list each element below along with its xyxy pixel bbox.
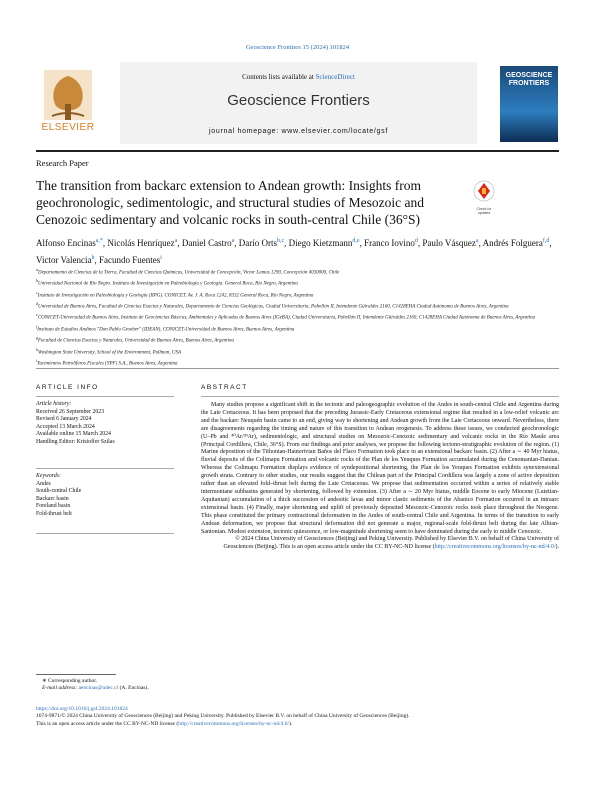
abstract-copyright: © 2024 China University of Geosciences (Beijing) and Peking University. Published by Elsevier B.V. on behalf of China University of Geosciences (Beijing). This is an open access article under the CC BY-NC-ND license (http://creativecommons.org/licenses/by-nc-nd/4.0/). [223,536,559,551]
paper-title: The transition from backarc extension to Andean growth: Insights from geochronologic, sedimentologic, and structural studies of Mesozoic and Cenozoic sedimentary and volcanic rocks in south-central Chile (36°S) [36,178,425,227]
keywords-rule [36,468,174,469]
author-list: Alfonso Encinas$^{a,*}$, Nicolás Henríquez$^a$, Daniel Castro$^a$, Darío Orts$^{b,c}$, Diego Kietzmann$^{d,e}$, Franco Iovino$^d$, Paulo Vásquez$^a$, Andrés Folguera$^{f,d}$, Victor Valencia$^h$, Facundo Fuentes$^i$ [36,238,552,265]
author-affiliation-marker[interactable]: b,c [277,238,285,244]
keyword-item: South-central Chile [36,488,82,495]
author-name[interactable]: Diego Kietzmann [288,238,353,248]
abstract-heading: ABSTRACT [201,384,248,391]
keyword-item: Foreland basin [36,503,71,510]
history-item: Handling Editor: Kristoffer Szilas [36,438,115,445]
keyword-item: Fold-thrust belt [36,510,72,517]
affiliation-item: $^b$Universidad Nacional de Río Negro. Instituto de Investigación en Paleobiología y Geología. General Roca, Río Negro, Argentina [36,278,298,288]
author-affiliation-marker[interactable]: d [414,238,418,244]
abstract-rule [201,396,559,397]
author-affiliation-marker[interactable]: a [475,238,479,244]
email-line: E-mail address: aencinas@udec.cl (A. Encinas). [42,685,149,692]
journal-cover-image [500,66,558,142]
contents-line: Contents lists available at ScienceDirect [242,73,355,81]
journal-homepage[interactable]: journal homepage: www.elsevier.com/locate/gsf [209,128,388,135]
history-label: Article history: [36,401,72,407]
history-item: Accepted 13 March 2024 [36,423,95,430]
affiliation-item: $^f$Instituto de Estudios Andinos "Don Pablo Groeber" (IDEAN), CONICET-Universidad de Buenos Aires, Buenos Aires, Argentina [36,323,295,333]
paper-type: Research Paper [36,158,89,168]
author-name[interactable]: Facundo Fuentes [99,255,161,265]
author-affiliation-marker[interactable]: a [174,238,178,244]
author-name[interactable]: Andrés Folguera [482,238,543,248]
journal-title: Geoscience Frontiers [227,92,370,109]
footnote [36,678,149,693]
license-link[interactable]: http://creativecommons.org/licenses/by-nc-nd/4.0/ [434,544,556,551]
history-item: Available online 15 March 2024 [36,431,111,438]
keywords-label: Keywords: [36,473,61,479]
author-affiliation-marker[interactable]: i [160,255,162,261]
elsevier-logo [36,66,100,142]
doi-link[interactable]: https://doi.org/10.1016/j.gsf.2024.101824 [36,706,128,712]
author-name[interactable]: Darío Orts [238,238,277,248]
cover-title: GEOSCIENCE FRONTIERS [505,72,553,87]
email-link[interactable]: aencinas@udec.cl [78,685,119,692]
article-info-rule [36,396,174,397]
affiliation-list [36,266,561,368]
article-history [36,401,115,447]
keyword-item: Andes [36,480,51,487]
author-affiliation-marker[interactable]: a [231,238,235,244]
author-name[interactable]: Paulo Vásquez [422,238,476,248]
author-name[interactable]: Victor Valencia [36,255,92,265]
affiliation-item: $^d$Universidad de Buenos Aires, Facultad de Ciencias Exactas y Naturales, Departamento de Ciencias Geológicas, Ciudad Universitaria, Pabellón II, Intendente Güiraldes 2160, C1428EHA Ciudad Autónoma de Buenos Aires, Argentina [36,301,509,310]
crossmark-badge[interactable] [472,180,496,215]
author-name[interactable]: Daniel Castro [181,238,232,248]
article-info-heading: ARTICLE INFO [36,384,99,391]
history-item: Revised 6 January 2024 [36,416,92,423]
author-name[interactable]: Franco Iovino [364,238,415,248]
author-affiliation-marker[interactable]: f,d [542,238,550,244]
header-rule [36,150,559,152]
sciencedirect-link[interactable]: ScienceDirect [315,73,355,81]
section-rule [36,368,559,369]
author-affiliation-marker[interactable]: h [91,255,95,261]
issn-line: 1674-9871/© 2024 China University of Geosciences (Beijing) and Peking University. Published by Elsevier B.V. on behalf of China University of Geosciences (Beijing). [36,713,410,720]
crossmark-label: Check for updates [476,207,492,215]
oa-license-link[interactable]: http://creativecommons.org/licenses/by-nc-nd/4.0/ [178,720,289,727]
corresponding-author: ∗ Corresponding author. [42,678,98,684]
keywords-bottom-rule [36,533,174,534]
author-name[interactable]: Nicolás Henríquez [107,238,175,248]
affiliation-item: $^a$Departamento de Ciencias de la Tierra, Facultad de Ciencias Químicas, Universidad de Concepción, Victor Lamas 1290, Concepción 4030000, Chile [36,267,340,276]
affiliation-item: $^h$Washington State University, School of the Environment, Pullman, USA [36,346,182,356]
affiliation-item: $^g$Facultad de Ciencias Exactas y Naturales, Universidad de Buenos Aires, Buenos Aires, Argentina [36,335,234,344]
author-affiliation-marker[interactable]: d,e [352,238,360,244]
history-item: Received 26 September 2023 [36,408,105,415]
abstract-text: Many studies propose a significant shift in the tectonic and paleogeographic evolution of the Andes in south-central Chile and Argentina during the Late Cretaceous. It has been proposed that the preceding Jurassic-Early Cretaceous extensional regime that resulted in a low-relief volcanic arc and the backarc Neuquén basin came to an end, giving way to shortening and Andean growth from the Late Cretaceous onward. Nevertheless, there are disagreements regarding the timing and nature of this transition to Andean orogenesis. To address these issues, we conducted geochronologic (U–Pb and ⁴⁰Ar/³⁹Ar), sedimentologic, and structural studies on Mesozoic-Cenozoic sedimentary and volcanic rocks in the Río Maule area (Principal Cordillera, Chile, 36°S). From our findings and prior analyses, we propose the following tectono-stratigraphic evolution of the region. (1) Marine deposition of the Tithonian-Hauterivian Baños del Flaco Formation took place in an extensional backarc basin. (2) After a ∼ 40 Myr hiatus, fluvial deposits of the Colimapu Formation and volcanic rocks of the Plan de los Yeuques Formation accumulated during the Cenomanian-Danian. Whereas the Colimapu Formation displays evidence of syndepositional shortening, the Plan de los Yeuques Formation exhibits synextensional growth strata. Contrary to other studies, our results suggest that the Chilean part of the Principal Cordillera was largely a zone of active deposition rather than an elevated fold–thrust belt during the Late Cretaceous. We propose that sedimentation occurred within a series of relatively stable intermontane subbasins generated by shortening, followed by extension. (3) After a ∼ 20 Myr hiatus, middle Eocene to early Miocene (Lutetian-Aquitanian) accumulation of a thick succession of andesitic lavas and minor clastic sediments of the Abanico Formation occurred in an intraarc extensional basin. (4) Finally, major shortening and uplift of previously deposited Mesozoic-Cenozoic rocks took place throughout the Neogene. This phase constituted the primary contractional deformation in the Andes of south-central Chile and Argentina. In terms of the transition to early Andean deformation, we propose that structural deformation did not generate a major, regional-scale fold-thrust belt during the late Albian-Santonian. Modest extension, tectonic quiescence, or low-magnitude shortening seem to have dominated during the early to middle Cenozoic. [201,402,559,535]
keyword-item: Backarc basin [36,495,69,502]
journal-reference[interactable]: Geoscience Frontiers 15 (2024) 101824 [245,44,350,51]
author-affiliation-marker[interactable]: a,* [95,238,103,244]
affiliation-item: $^c$Instituto de Investigación en Paleobiología y Geología (IIPG). CONICET. Av. J. A. Roca 1242, 8332 General Roca, Río Negro, Argentina [36,289,314,299]
affiliation-item: $^e$CONICET-Universidad de Buenos Aires, Instituto de Geociencias Básicas, Ambientales y Aplicadas de Buenos Aires (IGeBA), Ciudad Universitaria, Pabellón II, Intendente Güiraldes 2160, C1428EHA Ciudad Autónoma de Buenos Aires, Argentina [36,312,536,322]
bottom-matter [36,706,410,728]
footnote-rule [36,674,116,675]
keywords [36,473,81,519]
elsevier-wordmark: ELSEVIER [41,122,95,133]
abstract-body [201,402,559,552]
author-name[interactable]: Alfonso Encinas [36,238,96,248]
oa-line: This is an open access article under the CC BY-NC-ND license (http://creativecommons.org/licenses/by-nc-nd/4.0/). [36,720,293,727]
affiliation-item: $^i$Yacimientos Petrolíferos Fiscales (YPF) S.A., Buenos Aires, Argentina [36,357,178,367]
crossmark-icon [472,180,496,202]
